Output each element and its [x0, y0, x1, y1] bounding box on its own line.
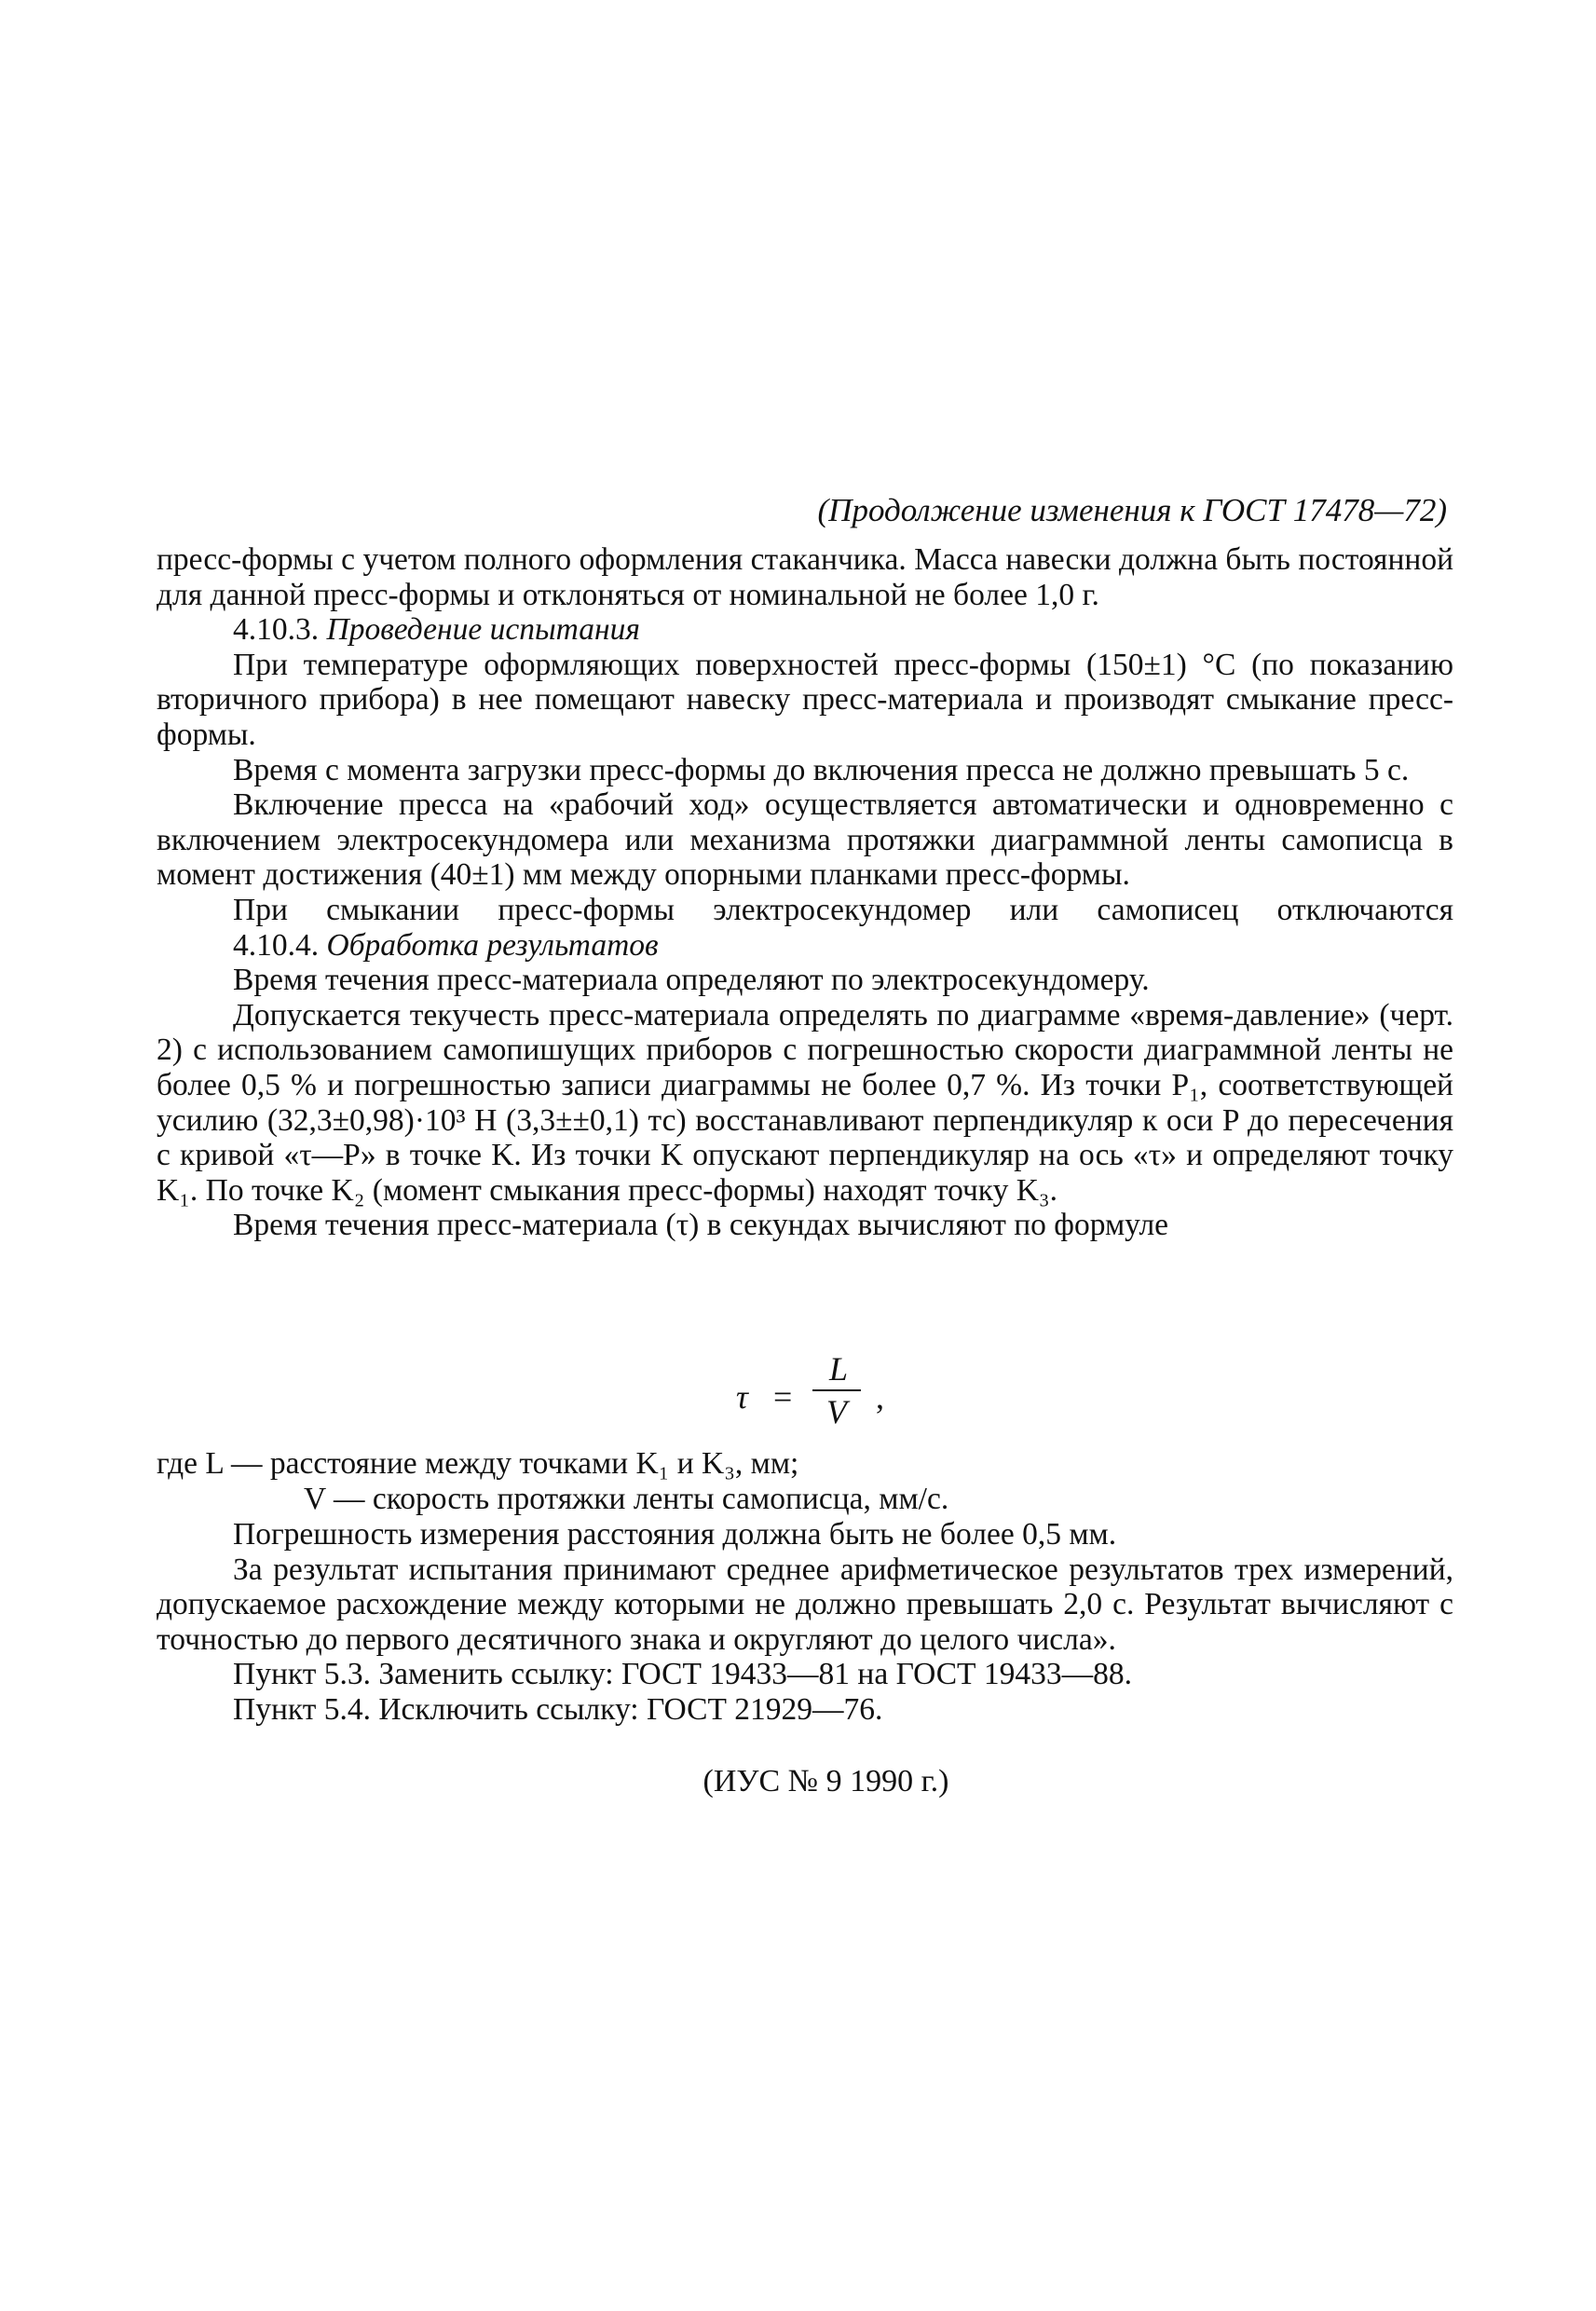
legend-line-l: где L — расстояние между точками K₁ и K₃, мм;: [157, 1446, 799, 1481]
page-header: (Продолжение изменения к ГОСТ 17478—72): [817, 492, 1447, 528]
paragraph-flow-time: Время течения пресс-материала определяют по электросекундомеру.: [233, 963, 1150, 998]
formula-denominator: V: [826, 1393, 847, 1430]
paragraph-closing: При смыкании пресс-формы электросекундомер или самописец отключаются: [233, 892, 1453, 927]
section-number: 4.10.4.: [233, 927, 320, 963]
paragraph-clause-5-3: Пункт 5.3. Заменить ссылку: ГОСТ 19433—81 на ГОСТ 19433—88.: [233, 1657, 1133, 1692]
paragraph-press-start: Включение пресса на «рабочий ход» осуществляется автоматически и одновременно с включением электросекундомера или механизма протяжки диаграммной ленты самописца в момент достижения (40±1) мм между опорными планками пресс-формы.: [157, 787, 1453, 893]
closing-text: [157, 1517, 1453, 1728]
formula-equals: =: [773, 1378, 793, 1415]
section-heading-4-10-4: [157, 928, 1453, 964]
section-title: Проведение испытания: [326, 612, 640, 648]
paragraph-load-time: Время с момента загрузки пресс-формы до включения пресса не должно превышать 5 с.: [233, 752, 1410, 787]
paragraph-diagram-method: Допускается текучесть пресс-материала определять по диаграмме «время-давление» (черт. 2) с использованием самопишущих приборов с погрешностью скорости диаграммной ленты не более 0,5 % и погрешностью записи диаграммы не более 0,7 %. Из точки P₁, соответствующей усилию (32,3±0,98)·10³ Н (3,3±±0,1) тс) восстанавливают перпендикуляр к оси P до пересечения с кривой «τ—P» в точке K. Из точки K опускают перпендикуляр на ось «τ» и определяют точку K₁. По точке K₂ (момент смыкания пресс-формы) находят точку K₃.: [157, 997, 1453, 1208]
formula-numerator: L: [829, 1350, 849, 1388]
paragraph-continuation: пресс-формы с учетом полного оформления стаканчика. Масса навески должна быть постоянной для данной пресс-формы и отклоняться от номинальной не более 1,0 г.: [157, 542, 1453, 612]
formula-legend: [157, 1446, 1453, 1516]
paragraph-measurement-error: Погрешность измерения расстояния должна быть не более 0,5 мм.: [233, 1517, 1117, 1552]
fraction-bar: [812, 1389, 861, 1391]
formula-lhs: τ: [736, 1378, 748, 1415]
paragraph-clause-5-4: Пункт 5.4. Исключить ссылку: ГОСТ 21929—76.: [233, 1691, 883, 1727]
publication-note: (ИУС № 9 1990 г.): [703, 1764, 949, 1798]
body-text: [157, 542, 1453, 1243]
section-heading-4-10-3: [157, 612, 1453, 648]
paragraph-temperature: При температуре оформляющих поверхностей пресс-формы (150±1) °С (по показанию вторичного прибора) в нее помещают навеску пресс-материала и производят смыкание пресс-формы.: [157, 647, 1453, 752]
formula: [736, 1349, 922, 1433]
paragraph-formula-intro: Время течения пресс-материала (τ) в секундах вычисляют по формуле: [233, 1208, 1169, 1243]
section-title: Обработка результатов: [326, 927, 659, 963]
section-number: 4.10.3.: [233, 612, 320, 648]
legend-line-v: V — скорость протяжки ленты самописца, мм/с.: [304, 1481, 949, 1516]
paragraph-result: За результат испытания принимают среднее арифметическое результатов трех измерений, допускаемое расхождение между которыми не должно превышать 2,0 с. Результат вычисляют с точностью до первого десятичного знака и округляют до целого числа».: [157, 1552, 1453, 1657]
formula-comma: ,: [876, 1378, 884, 1415]
